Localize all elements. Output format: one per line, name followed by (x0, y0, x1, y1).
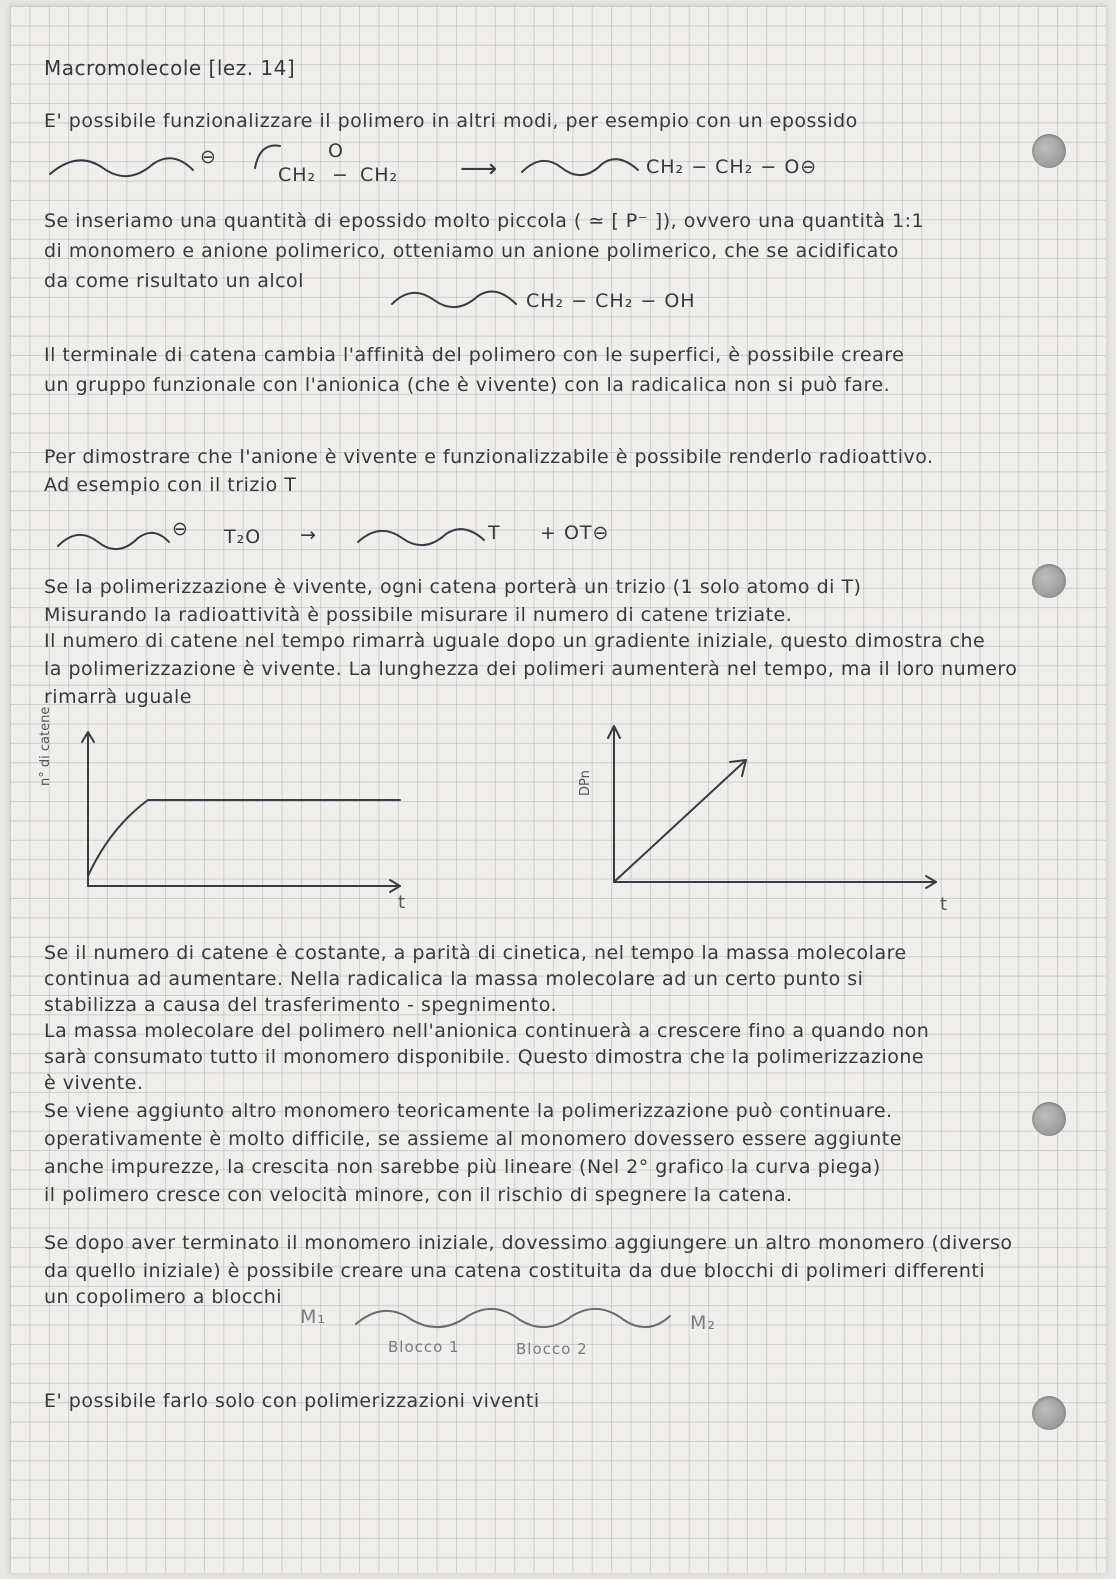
polymer-chain-wave (390, 282, 520, 318)
epoxide-bond: − (332, 164, 349, 186)
reaction-arrow: ⟶ (460, 154, 499, 184)
monomer-1-label: M₁ (300, 1306, 327, 1328)
text-line: rimarrà uguale (44, 686, 192, 708)
text-line: E' possibile funzionalizzare il polimero in altri modi, per esempio con un epossido (44, 110, 858, 132)
reaction-arrow: → (300, 524, 317, 546)
graph1-ylabel: n° di catene (38, 706, 53, 786)
page-title: Macromolecole [lez. 14] (44, 56, 296, 80)
polymer-chain-wave (48, 146, 198, 186)
notebook-page (10, 6, 1106, 1573)
text-line: Se la polimerizzazione è vivente, ogni catena porterà un trizio (1 solo atomo di T) (44, 576, 862, 598)
text-line: da come risultato un alcol (44, 270, 304, 292)
text-line: La massa molecolare del polimero nell'anionica continuerà a crescere fino a quando non (44, 1020, 930, 1042)
product-alkoxide: CH₂ − CH₂ − O⊖ (646, 156, 818, 178)
text-line: da quello iniziale) è possibile creare una catena costituita da due blocchi di polimeri differenti (44, 1260, 986, 1282)
graph2-ylabel: DPn (578, 770, 593, 796)
text-line: un copolimero a blocchi (44, 1286, 283, 1308)
product-alcohol: CH₂ − CH₂ − OH (526, 290, 696, 312)
anion-charge: ⊖ (200, 146, 217, 168)
text-line: di monomero e anione polimerico, otteniamo un anione polimerico, che se acidificato (44, 240, 899, 262)
text-line: continua ad aumentare. Nella radicalica la massa molecolare ad un certo punto si (44, 968, 864, 990)
text-line: stabilizza a causa del trasferimento - spegnimento. (44, 994, 558, 1016)
text-line: Il numero di catene nel tempo rimarrà uguale dopo un gradiente iniziale, questo dimostra che (44, 630, 986, 652)
text-line: sarà consumato tutto il monomero disponibile. Questo dimostra che la polimerizzazione (44, 1046, 925, 1068)
text-line: un gruppo funzionale con l'anionica (che è vivente) con la radicalica non si può fare. (44, 374, 891, 396)
text-line: anche impurezze, la crescita non sarebbe più lineare (Nel 2° grafico la curva piega) (44, 1156, 881, 1178)
polymer-chain-wave (56, 522, 171, 558)
block-copolymer-wave (354, 1296, 674, 1336)
punch-hole (1032, 134, 1066, 168)
text-line: Se il numero di catene è costante, a parità di cinetica, nel tempo la massa molecolare (44, 942, 907, 964)
text-line: Ad esempio con il trizio T (44, 474, 297, 496)
tritiated-water: T₂O (224, 526, 262, 548)
graph-dpn-vs-time (604, 722, 944, 892)
text-line: Se dopo aver terminato il monomero iniziale, dovessimo aggiungere un altro monomero (diverso (44, 1232, 1013, 1254)
text-line: il polimero cresce con velocità minore, con il rischio di spegnere la catena. (44, 1184, 793, 1206)
text-line: la polimerizzazione è vivente. La lunghezza dei polimeri aumenterà nel tempo, ma il loro numero (44, 658, 1018, 680)
block-1-label: Blocco 1 (388, 1338, 460, 1356)
text-line: E' possibile farlo solo con polimerizzazioni viventi (44, 1390, 540, 1412)
text-line: Il terminale di catena cambia l'affinità del polimero con le superfici, è possibile creare (44, 344, 905, 366)
text-line: è vivente. (44, 1072, 144, 1094)
epoxide-ch2-b: CH₂ (360, 164, 399, 186)
anion-charge: ⊖ (172, 518, 189, 540)
tritiated-product: T (488, 522, 501, 544)
polymer-chain-wave (520, 146, 640, 186)
text-line: Misurando la radioattività è possibile misurare il numero di catene triziate. (44, 604, 793, 626)
graph1-xlabel: t (398, 892, 406, 913)
text-line: Se viene aggiunto altro monomero teoricamente la polimerizzazione può continuare. (44, 1100, 893, 1122)
block-2-label: Blocco 2 (516, 1340, 588, 1358)
text-line: operativamente è molto difficile, se assieme al monomero dovessero essere aggiunte (44, 1128, 902, 1150)
epoxide-oxygen: O (328, 140, 344, 162)
text-line: Per dimostrare che l'anione è vivente e funzionalizzabile è possibile renderlo radioattivo. (44, 446, 934, 468)
graph2-xlabel: t (940, 894, 948, 915)
polymer-chain-wave (356, 518, 486, 554)
epoxide-ch2-a: CH₂ (278, 164, 317, 186)
text-line: Se inseriamo una quantità di epossido molto piccola ( ≃ [ P⁻ ]), ovvero una quantità 1:1 (44, 210, 925, 232)
monomer-2-label: M₂ (690, 1312, 717, 1334)
tritium-byproduct: + OT⊖ (540, 522, 610, 544)
graph-chains-vs-time (70, 728, 410, 918)
